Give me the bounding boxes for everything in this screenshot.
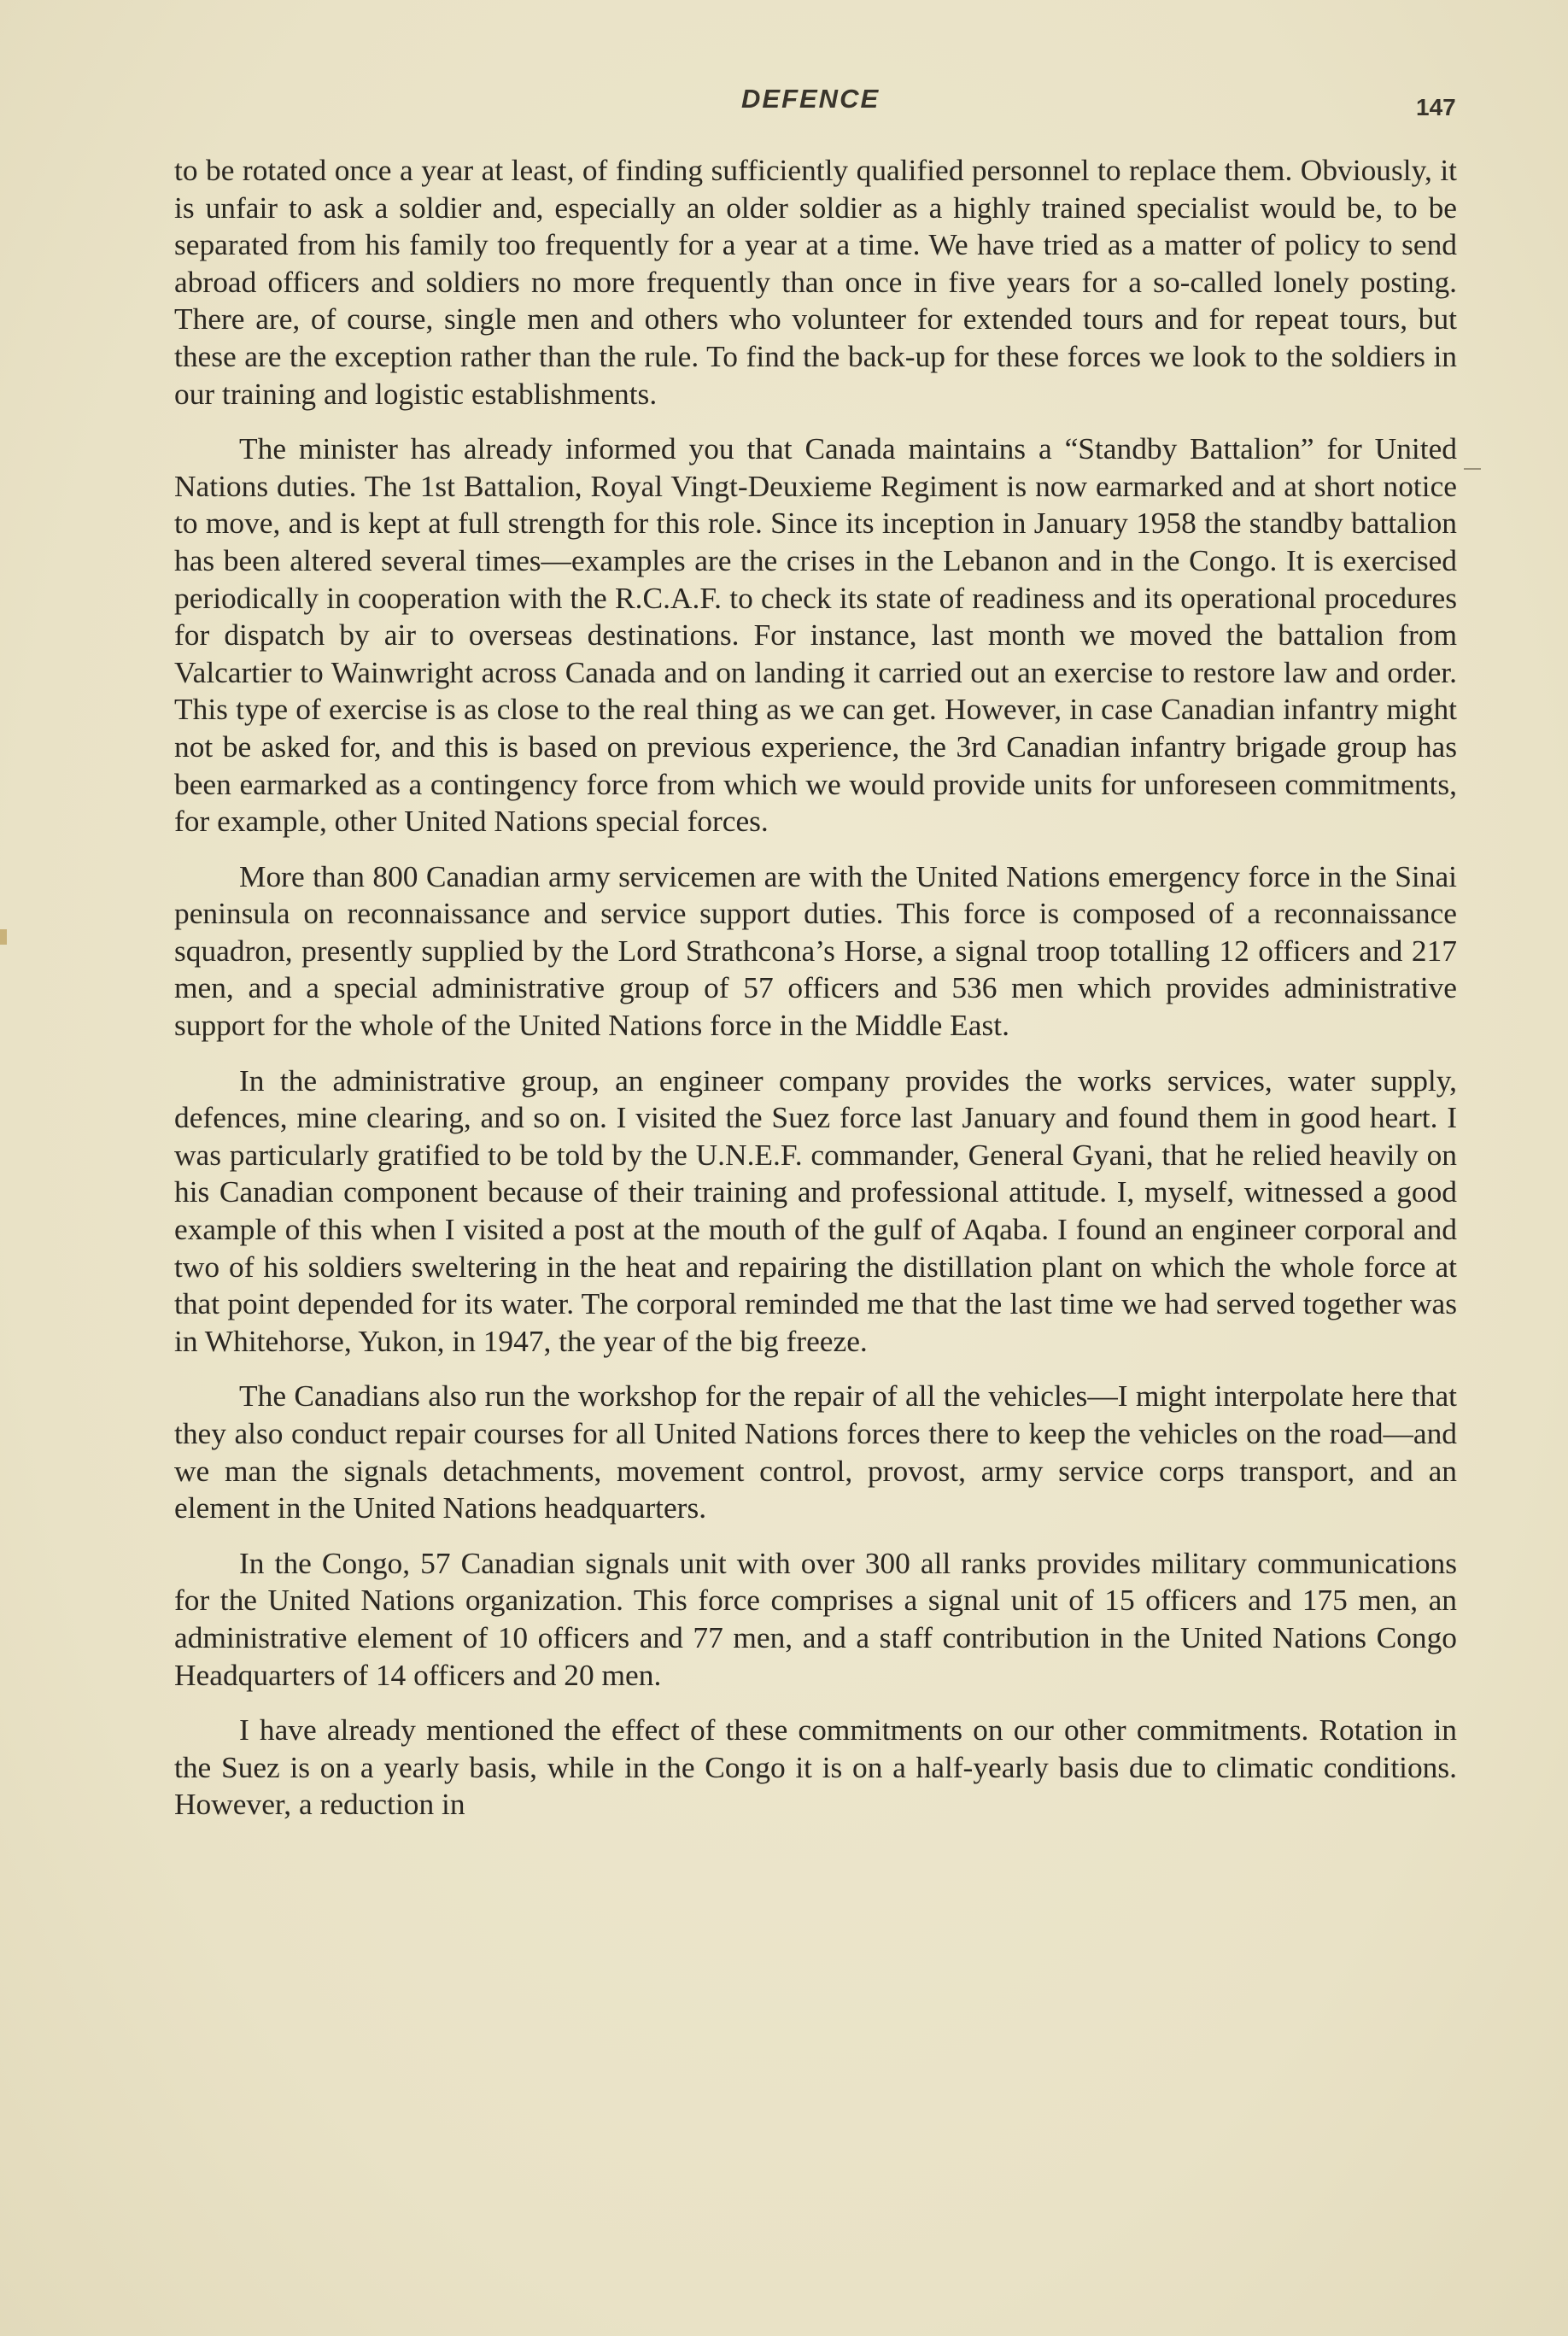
paragraph-4: In the administrative group, an engineer company provides the works services, water supply, defences, mine clearing, and so on. I visited the Suez force last January and found them in good heart. I was particularly gratified to be told by the U.N.E.F. commander, General Gyani, that he relied heavily on his Canadian component because of their training and professional attitude. I, myself, witnessed a good example of this when I visited a post at the mouth of the gulf of Aqaba. I found an engineer corporal and two of his soldiers sweltering in the heat and repairing the distillation plant on which the whole force at that point depended for its water. The corporal reminded me that the last time we had served together was in Whitehorse, Yukon, in 1947, the year of the big freeze. — [174, 1063, 1457, 1358]
paragraph-2: The minister has already informed you that Canada maintains a “Standby Battalion” for United Nations duties. The 1st Battalion, Royal Vingt-Deuxieme Regiment is now earmarked and at short notice to move, and is kept at full strength for this role. Since its inception in January 1958 the standby battalion has been altered several times—examples are the crises in the Lebanon and in the Congo. It is exercised periodically in cooperation with the R.C.A.F. to check its state of readiness and its operational procedures for dispatch by air to overseas destinations. For instance, last month we moved the battalion from Valcartier to Wainwright across Canada and on landing it carried out an exercise to restore law and order. This type of exercise is as close to the real thing as we can get. However, in case Canadian infantry might not be asked for, and this is based on previous experience, the 3rd Canadian infantry brigade group has been earmarked as a contingency force from which we would provide units for unforeseen commitments, for example, other United Nations special forces. — [174, 431, 1457, 839]
paragraph-3: More than 800 Canadian army servicemen are with the United Nations emergency force in the Sinai peninsula on reconnaissance and service support duties. This force is composed of a reconnaissance squadron, presently supplied by the Lord Strathcona’s Horse, a signal troop totalling 12 officers and 217 men, and a special administrative group of 57 officers and 536 men which provides administrative support for the whole of the United Nations force in the Middle East. — [174, 858, 1457, 1043]
paragraph-6: In the Congo, 57 Canadian signals unit with over 300 all ranks provides military communications for the United Nations organization. This force comprises a signal unit of 15 officers and 175 men, an administrative element of 10 officers and 77 men, and a staff contribution in the United Nations Congo Headquarters of 14 officers and 20 men. — [174, 1545, 1457, 1692]
paragraph-1: to be rotated once a year at least, of finding sufficiently qualified personnel to replace them. Obviously, it is unfair to ask a soldier and, especially an older soldier as a highly trained specialist would be, to be separated from his family too frequently for a year at a time. We have tried as a matter of policy to send abroad officers and soldiers no more frequently than once in five years for a so-called lonely posting. There are, of course, single men and others who volunteer for extended tours and for repeat tours, but these are the exception rather than the rule. To find the back-up for these forces we look to the soldiers in our training and logistic establishments. — [174, 153, 1457, 411]
paragraph-7: I have already mentioned the effect of these commitments on our other commitments. Rotation in the Suez is on a yearly basis, while in the Congo it is on a half-yearly basis due to climatic conditions. However, a reduction in — [174, 1712, 1457, 1822]
body-text — [174, 152, 1457, 2304]
margin-mark — [1464, 468, 1481, 470]
paragraph-5: The Canadians also run the workshop for the repair of all the vehicles—I might interpolate here that they also conduct repair courses for all United Nations forces there to keep the vehicles on the road—and we man the signals detachments, movement control, provost, army service corps transport, and an element in the United Nations headquarters. — [174, 1379, 1457, 1525]
page-number: 147 — [1416, 94, 1456, 120]
page-edge-stain — [0, 929, 7, 945]
running-head: DEFENCE — [741, 84, 881, 114]
